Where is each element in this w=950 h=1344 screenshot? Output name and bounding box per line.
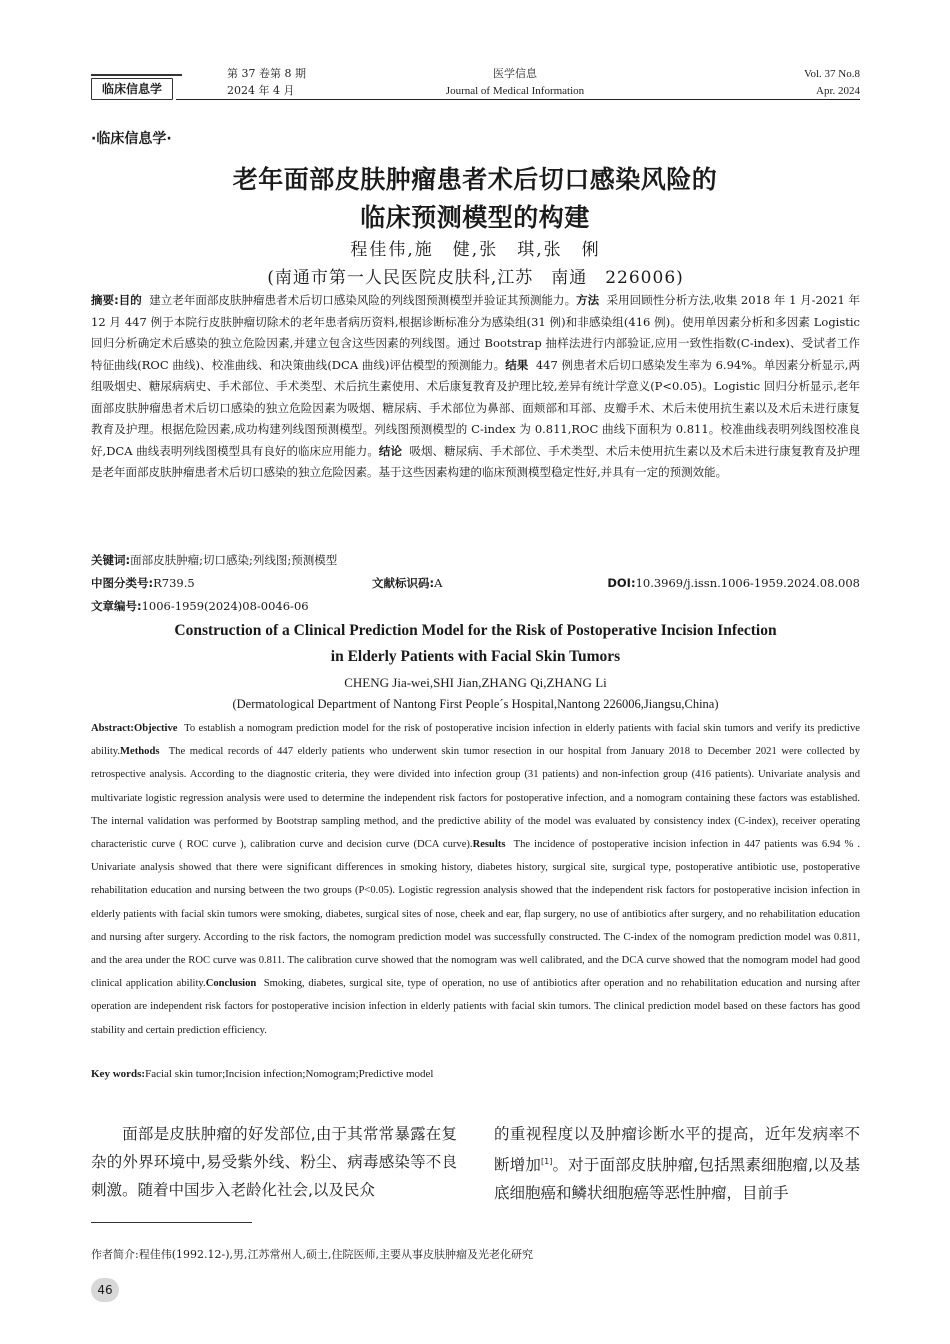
keywords-en-value: Facial skin tumor;Incision infection;Nomogram;Predictive model (145, 1068, 434, 1080)
objective-en: To establish a nomogram prediction model for the risk of postoperative incision infection in elderly patients with facial skin tumors and verify its predictive ability. (91, 723, 861, 758)
conclusion-en-label: Conclusion (205, 978, 257, 990)
body-column-right (494, 1120, 860, 1207)
header-rule-top (91, 74, 182, 76)
objective-cn-label: 目的 (118, 293, 142, 307)
results-cn-label: 结果 (505, 357, 529, 372)
clc-number (91, 573, 195, 593)
authors-cn: 程佳伟,施 健,张 琪,张 俐 (350, 240, 601, 260)
clc-label: 中图分类号: (91, 576, 154, 590)
journal-en: Journal of Medical Information (445, 85, 585, 97)
results-en: The incidence of postoperative incision infection in 447 patients was 6.94 % . Univariate analysis showed that there were significant differences in smoking history, diabetes history, surgical site, surgical type, postoperative antibiotic use, postoperative rehabilitation education and nursing between the two groups (P<0.05). Logistic regression analysis showed that the independent risk factors for postoperative incision infection in elderly patients with facial skin tumors were smoking, diabetes, surgical sites of nose, cheek and ear, flap surgery, no use of antibiotics after surgery, and no rehabilitation education and nursing after surgery. According to the risk factors, the nomogram prediction model was successfully constructed. The C-index of the nomogram prediction model was 0.811, and the area under the ROC curve was 0.811. The calibration curve showed that the nomogram was well calibrated, and the DCA curve showed that the nomogram model had good clinical application ability. (91, 839, 860, 990)
column-tag: ·临床信息学· (91, 131, 172, 147)
header-rule (176, 99, 860, 100)
conclusion-cn-label: 结论 (378, 443, 402, 458)
objective-cn: 建立老年面部皮肤肿瘤患者术后切口感染风险的列线图预测模型并验证其预测能力。 (149, 293, 577, 307)
article-number (91, 596, 309, 616)
body-column-left (91, 1120, 457, 1204)
title-cn-line-2: 临床预测模型的构建 (360, 203, 590, 232)
date-cn: 2024 年 4 月 (227, 84, 295, 97)
doi (607, 573, 860, 593)
journal-cn: 医学信息 (493, 67, 537, 80)
doc-code-value: A (434, 576, 443, 590)
results-en-label: Results (472, 839, 506, 851)
doi-value: 10.3969/j.issn.1006-1959.2024.08.008 (635, 576, 860, 590)
section-tag: 临床信息学 (91, 78, 173, 100)
methods-en-label: Methods (120, 746, 160, 758)
abstract-cn (91, 290, 860, 484)
body-text-left: 面部是皮肤肿瘤的好发部位,由于其常常暴露在复杂的外界环境中,易受紫外线、粉尘、病毒感染等不良刺激。随着中国步入老龄化社会,以及民众 (91, 1125, 457, 1199)
body-text-right-a: 的重视程度以及肿瘤诊断水平的提高，近年发病率不断增加 (494, 1125, 860, 1175)
article-number-label: 文章编号: (91, 599, 142, 613)
conclusion-cn: 吸烟、糖尿病、手术部位、手术类型、术后未使用抗生素以及术后未进行康复教育及护理是老年面部皮肤肿瘤患者术后切口感染的独立危险因素。基于这些因素构建的临床预测模型稳定性好,并具有一定的预测效能。 (91, 443, 860, 479)
methods-en: The medical records of 447 elderly patients who underwent skin tumor resection in our hospital from January 2018 to December 2021 were collected by retrospective analysis. According to the diagnostic criteria, they were divided into infection group (31 patients) and non-infection group (416 patients). Univariate analysis and multivariate logistic regression analysis were used to determine the independent risk factors for postoperative infection, and a nomogram containing these factors was established. The internal validation was performed by Bootstrap sampling method, and the predictive ability of the model was evaluated by consistency index (C-index), receiver operating characteristic curve ( ROC curve ), calibration curve and decision curve (DCA curve). (91, 746, 860, 851)
volume-en: Vol. 37 No.8 (803, 68, 860, 80)
issue-cn: 第 37 卷第 8 期 (227, 67, 306, 80)
keywords-cn (91, 550, 337, 570)
footnote-rule (91, 1222, 252, 1223)
keywords-cn-value: 面部皮肤肿瘤;切口感染;列线图;预测模型 (130, 553, 338, 567)
methods-cn: 采用回顾性分析方法,收集 2018 年 1 月-2021 年 12 月 447 例于本院行皮肤肿瘤切除术的老年患者病历资料,根据诊断标准分为感染组(31 例)和非感染组(416 例)。使用单因素分析和多因素 Logistic 回归分析确定术后感染的独立危险因素,并建立包含这些因素的列线图。通过 Bootstrap 抽样法进行内部验证,应用一致性指数(C-index)、受试者工作特征曲线(ROC 曲线)、校准曲线、和决策曲线(DCA 曲线)评估模型的预测能力。 (91, 293, 861, 372)
keywords-en (91, 1068, 433, 1080)
conclusion-en: Smoking, diabetes, surgical site, type of operation, no use of antibiotics after operation and no rehabilitation education and nursing after operation are independent risk factors for postoperative incision infection in elderly patients with facial skin tumors. The clinical prediction model based on these factors has good stability and certain prediction efficiency. (91, 978, 860, 1036)
title-cn-line-1: 老年面部皮肤肿瘤患者术后切口感染风险的 (232, 165, 718, 194)
affiliation-cn: (南通市第一人民医院皮肤科,江苏 南通 226006) (267, 268, 684, 288)
results-cn: 447 例患者术后切口感染发生率为 6.94%。单因素分析显示,两组吸烟史、糖尿病病史、手术部位、手术类型、术后抗生素使用、术后康复教育及护理比较,差异有统计学意义(P<0.05)。Logistic 回归分析显示,老年面部皮肤肿瘤患者术后切口感染的独立危险因素为吸烟、糖尿病、手术部位为鼻部、面颊部和耳部、皮瓣手术、术后未使用抗生素以及术后未进行康复教育及护理。根据危险因素,成功构建列线图预测模型。列线图预测模型的 C-index 为 0.811,ROC 曲线下面积为 0.811。校准曲线表明列线图校准良好,DCA 曲线表明列线图模型具有良好的临床应用能力。 (91, 357, 861, 458)
date-en: Apr. 2024 (816, 85, 860, 97)
affiliation-en: (Dermatological Department of Nantong First People´s Hospital,Nantong 226006,Jiangsu,China) (232, 697, 719, 711)
clc-value: R739.5 (153, 576, 195, 590)
objective-en-label: Objective (133, 723, 178, 734)
authors-en: CHENG Jia-wei,SHI Jian,ZHANG Qi,ZHANG Li (344, 675, 607, 690)
body-text-right-b: 。对于面部皮肤肿瘤,包括黑素细胞瘤,以及基底细胞癌和鳞状细胞癌等恶性肿瘤，目前手 (494, 1156, 860, 1203)
title-en-line-2: in Elderly Patients with Facial Skin Tumors (330, 648, 621, 665)
doi-label: DOI: (607, 576, 636, 590)
abstract-en (91, 717, 860, 1042)
keywords-en-label: Key words: (91, 1068, 146, 1080)
abstract-cn-label: 摘要: (91, 293, 119, 307)
author-footnote: 作者简介:程佳伟(1992.12-),男,江苏常州人,硕士,住院医师,主要从事皮肤肿瘤及光老化研究 (91, 1248, 533, 1261)
citation-ref: [1] (540, 1157, 553, 1166)
title-en-line-1: Construction of a Clinical Prediction Model for the Risk of Postoperative Incision Infection (174, 622, 777, 639)
doc-code-label: 文献标识码: (372, 576, 435, 590)
keywords-cn-label: 关键词: (91, 553, 131, 567)
doc-code (372, 573, 442, 593)
abstract-en-label: Abstract: (91, 723, 134, 734)
article-number-value: 1006-1959(2024)08-0046-06 (141, 599, 309, 613)
page-number: 46 (91, 1278, 119, 1302)
methods-cn-label: 方法 (576, 293, 600, 307)
